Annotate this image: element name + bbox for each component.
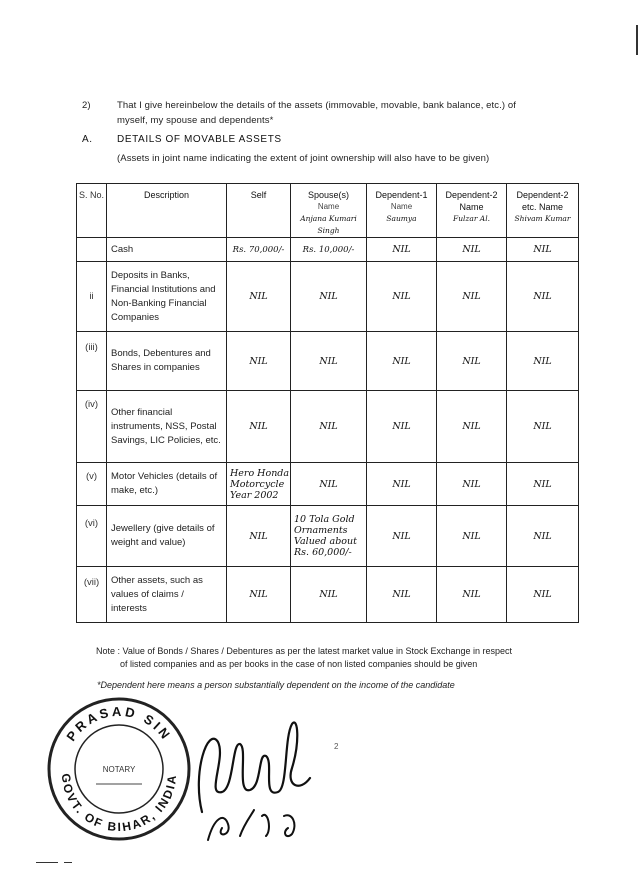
footer-mark — [36, 862, 58, 863]
header-description: Description — [107, 184, 227, 238]
header-spouse-label: Spouse(s) — [307, 190, 350, 200]
header-dep1-sub: Name — [390, 202, 413, 211]
note-line-1: Note : Value of Bonds / Shares / Debentures as per the latest market value in Stock Exchange in respect — [96, 646, 513, 656]
table-row — [77, 463, 579, 506]
row-dep2: NIL — [437, 463, 507, 506]
header-dep1-name: Saumya — [386, 214, 417, 223]
row-dep2: NIL — [437, 391, 507, 463]
row-self: NIL — [227, 506, 291, 567]
intro-line-1: That I give hereinbelow the details of the assets (immovable, movable, bank balance, etc.) of — [117, 100, 517, 111]
row-sno: (vii) — [77, 567, 107, 623]
row-self: NIL — [227, 262, 291, 332]
header-dep3-sub: etc. Name — [521, 202, 563, 212]
table-header-row — [77, 184, 579, 238]
row-dep2: NIL — [437, 332, 507, 391]
row-spouse: 10 Tola Gold Ornaments Valued about Rs. 60,000/- — [291, 506, 367, 567]
row-sno — [77, 238, 107, 262]
row-spouse: NIL — [291, 262, 367, 332]
section-subtitle: (Assets in joint name indicating the extent of joint ownership will also have to be given) — [117, 153, 490, 164]
footer-mark — [64, 862, 72, 863]
row-spouse: Rs. 10,000/- — [291, 238, 367, 262]
row-self: Rs. 70,000/- — [227, 238, 291, 262]
header-spouse-name: Anjana Kumari Singh — [300, 214, 357, 235]
row-dep1: NIL — [367, 506, 437, 567]
row-spouse: NIL — [291, 567, 367, 623]
row-self: Hero Honda Motorcycle Year 2002 — [227, 463, 291, 506]
table-row — [77, 332, 579, 391]
row-description: Deposits in Banks, Financial Institutions and Non-Banking Financial Companies — [107, 262, 227, 332]
header-sno: S. No. — [77, 184, 107, 238]
row-spouse: NIL — [291, 332, 367, 391]
seal-center-text: NOTARY — [102, 765, 136, 774]
row-dep2: NIL — [437, 567, 507, 623]
header-self: Self — [227, 184, 291, 238]
row-dep1: NIL — [367, 567, 437, 623]
row-dep3: NIL — [507, 463, 579, 506]
header-spouse — [291, 184, 367, 238]
row-sno: (iii) — [77, 332, 107, 391]
header-dep3-name: Shivam Kumar — [514, 214, 571, 223]
table-row — [77, 238, 579, 262]
header-dep1-label: Dependent-1 — [375, 190, 428, 200]
row-description: Motor Vehicles (details of make, etc.) — [107, 463, 227, 506]
section-title: DETAILS OF MOVABLE ASSETS — [117, 134, 282, 145]
row-self: NIL — [227, 332, 291, 391]
row-dep2: NIL — [437, 262, 507, 332]
header-dep2-name: Fulzar Al. — [452, 214, 491, 223]
table-row — [77, 567, 579, 623]
row-dep1: NIL — [367, 332, 437, 391]
row-dep1: NIL — [367, 391, 437, 463]
page-number: 2 — [334, 742, 339, 751]
header-dep1 — [367, 184, 437, 238]
row-dep1: NIL — [367, 262, 437, 332]
row-dep2: NIL — [437, 506, 507, 567]
row-description: Bonds, Debentures and Shares in companies — [107, 332, 227, 391]
row-sno: (iv) — [77, 391, 107, 463]
row-self: NIL — [227, 567, 291, 623]
dependent-definition: *Dependent here means a person substantially dependent on the income of the candidate — [97, 680, 455, 690]
note-line-2: of listed companies and as per books in the case of non listed companies should be given — [120, 659, 478, 669]
candidate-signature — [188, 712, 338, 842]
header-dep3 — [507, 184, 579, 238]
table-row — [77, 262, 579, 332]
header-dep2 — [437, 184, 507, 238]
row-sno: (v) — [77, 463, 107, 506]
row-spouse: NIL — [291, 463, 367, 506]
table-row — [77, 391, 579, 463]
notary-seal — [44, 694, 194, 844]
row-dep1: NIL — [367, 238, 437, 262]
row-spouse: NIL — [291, 391, 367, 463]
row-dep1: NIL — [367, 463, 437, 506]
header-dep2-label: Dependent-2 — [445, 190, 498, 200]
intro-number: 2) — [82, 100, 91, 111]
row-self: NIL — [227, 391, 291, 463]
header-dep2-sub: Name — [459, 202, 484, 212]
row-dep3: NIL — [507, 567, 579, 623]
row-sno: (vi) — [77, 506, 107, 567]
row-dep3: NIL — [507, 332, 579, 391]
seal-top-text: PRASAD SIN — [63, 703, 175, 744]
section-letter: A. — [82, 134, 93, 145]
row-dep3: NIL — [507, 238, 579, 262]
row-description: Jewellery (give details of weight and value) — [107, 506, 227, 567]
row-dep3: NIL — [507, 391, 579, 463]
header-spouse-sub: Name — [317, 202, 340, 211]
header-dep3-label: Dependent-2 — [516, 190, 569, 200]
row-dep2: NIL — [437, 238, 507, 262]
row-sno: ii — [77, 262, 107, 332]
row-description: Other assets, such as values of claims / interests — [107, 567, 227, 623]
row-dep3: NIL — [507, 506, 579, 567]
row-description: Cash — [107, 238, 227, 262]
row-description: Other financial instruments, NSS, Postal Savings, LIC Policies, etc. — [107, 391, 227, 463]
seal-bottom-text: GOVT. OF BIHAR, INDIA — [58, 772, 180, 835]
intro-line-2: myself, my spouse and dependents* — [117, 115, 274, 126]
row-dep3: NIL — [507, 262, 579, 332]
movable-assets-table — [76, 183, 579, 623]
table-row — [77, 506, 579, 567]
